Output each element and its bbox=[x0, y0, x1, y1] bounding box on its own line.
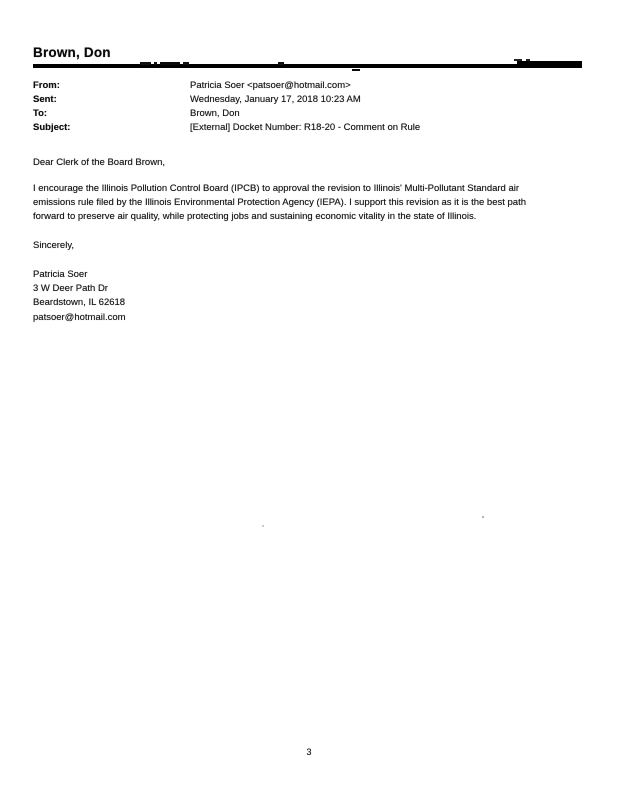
from-value: Patricia Soer <patsoer@hotmail.com> bbox=[190, 80, 351, 91]
scan-speck bbox=[482, 516, 484, 518]
recipient-heading: Brown, Don bbox=[33, 45, 111, 60]
to-label: To: bbox=[33, 107, 48, 119]
scan-artifact-tick bbox=[526, 59, 530, 61]
scan-artifact-tick bbox=[514, 59, 522, 61]
scan-artifact-tick bbox=[278, 62, 284, 65]
subject-label: Subject: bbox=[33, 121, 71, 133]
signature-street: 3 W Deer Path Dr bbox=[33, 283, 108, 295]
from-label: From: bbox=[33, 80, 60, 91]
paragraph-line: emissions rule filed by the Illinois Environmental Protection Agency (IEPA). I support this revision as it is the best path bbox=[33, 197, 527, 209]
scan-speck bbox=[262, 525, 264, 527]
scan-artifact-dot bbox=[154, 62, 157, 65]
scan-artifact-dash bbox=[140, 62, 151, 65]
email-header-row-to bbox=[33, 107, 420, 121]
comment-paragraph bbox=[33, 182, 526, 225]
subject-value: [External] Docket Number: R18-20 - Comment on Rule bbox=[190, 121, 421, 133]
scan-artifact-dash bbox=[352, 69, 360, 72]
paragraph-line: forward to preserve air quality, while protecting jobs and sustaining economic vitality in the state of Illinois. bbox=[33, 211, 477, 223]
paragraph-line: I encourage the Illinois Pollution Control Board (IPCB) to approval the revision to Illinois' Multi-Pollutant Standard air bbox=[33, 183, 520, 194]
email-header-row-sent bbox=[33, 93, 420, 107]
signature-city: Beardstown, IL 62618 bbox=[33, 297, 126, 309]
to-value: Brown, Don bbox=[190, 107, 240, 119]
email-header-row-subject bbox=[33, 121, 420, 135]
scan-artifact-dash bbox=[160, 62, 180, 65]
page-number: 3 bbox=[306, 747, 312, 757]
scan-artifact-bar bbox=[517, 61, 582, 68]
sent-label: Sent: bbox=[33, 93, 57, 105]
signature-email: patsoer@hotmail.com bbox=[33, 311, 126, 323]
email-header-block bbox=[33, 79, 420, 135]
email-header-row-from bbox=[33, 79, 420, 93]
signature-name: Patricia Soer bbox=[33, 269, 88, 280]
closing-line: Sincerely, bbox=[33, 240, 75, 251]
scan-artifact-dash bbox=[183, 62, 189, 65]
signature-block bbox=[33, 268, 126, 325]
sent-value: Wednesday, January 17, 2018 10:23 AM bbox=[190, 93, 361, 105]
salutation-line: Dear Clerk of the Board Brown, bbox=[33, 157, 166, 168]
header-divider-rule bbox=[33, 64, 582, 68]
